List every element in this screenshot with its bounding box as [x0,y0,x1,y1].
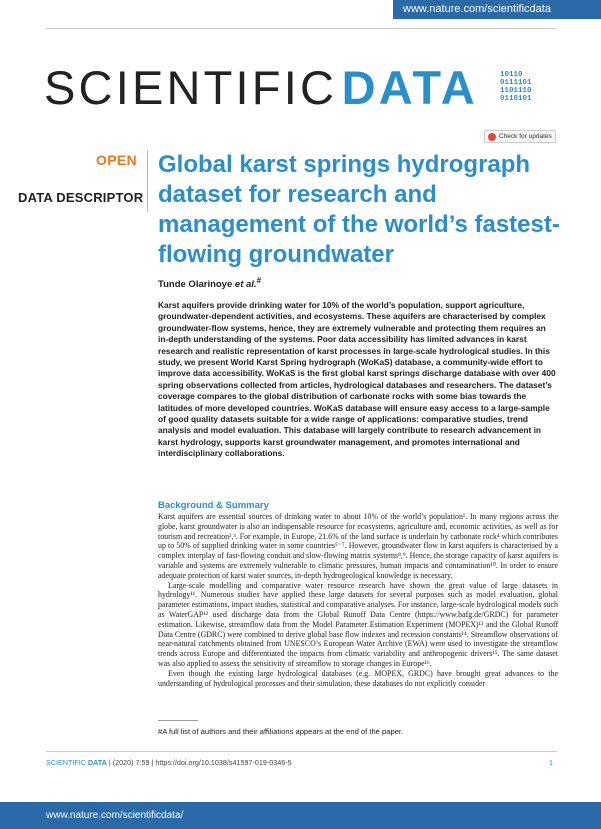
body-paragraph: Even though the existing large hydrological databases (e.g. MOPEX, GRDC) have brought great advances to the understanding of hydrological processes and their simulation, these databases do not explicitly consider [158,668,558,688]
footer-journal-data: DATA [87,758,107,767]
check-updates-label: Check for updates [499,133,552,140]
binary-line: 1101110 [500,87,532,95]
body-paragraph: Karst aquifers are essential sources of drinking water to about 10% of the world’s population¹. In many regions across the globe, karst groundwater is also an indispensable resource for ecosystems, agriculture and, economic activities, as well as for tourism and recreation²,³. For example, in Europe, 21.6% of the land surface is underlain by carbonate rock⁴ which contributes up to 50% of supplied drinking water in some countries⁵⁻⁷. However, groundwater flow in karst aquifers is characterised by a complex interplay of fast-flowing conduit and slow-flowing matrix systems⁸,⁹. Hence, the storage capacity of karst aquifers is variable and systems are extremely vulnerable to climatic pressures, human impacts and contamination¹⁰. In order to ensure adequate protection of karst water sources, in-depth hydrogeological knowledge is necessary. [158,512,558,580]
header-divider [46,28,557,29]
check-for-updates-button[interactable] [484,130,556,143]
author-line[interactable] [158,276,261,290]
author-etal: et al. [234,279,257,291]
page-number: 1 [549,758,553,767]
footer-citation[interactable]: | (2020) 7:59 | https://doi.org/10.1038/s41597-019-0346-5 [106,758,292,767]
open-access-label: OPEN [96,152,137,168]
binary-line: 0110101 [500,95,532,103]
author-name: Tunde Olarinoye [158,279,233,291]
footnote: #A full list of authors and their affiliations appears at the end of the paper. [158,727,404,736]
journal-masthead [44,60,478,120]
article-type-label: DATA DESCRIPTOR [18,190,144,205]
top-url-bar[interactable]: www.nature.com/scientificdata [393,0,601,19]
bottom-url-bar[interactable]: www.nature.com/scientificdata/ [0,802,601,829]
updates-badge-icon [488,133,496,141]
journal-citation [46,758,292,767]
section-heading: Background & Summary [158,500,269,511]
masthead-data: DATA [341,61,478,114]
body-text [158,512,558,688]
binary-line: 10110 [500,71,523,79]
abstract: Karst aquifers provide drinking water for 10% of the world’s population, support agriculture, groundwater-dependent activities, and ecosystems. These aquifers are characterised by complex groundwater-flow systems, hence, they are extremely vulnerable and protecting them requires an in-depth understanding of the systems. Poor data accessibility has limited advances in karst research and realistic representation of karst processes in large-scale hydrological studies. In this study, we present World Karst Spring hydrograph (WoKaS) database, a community-wide effort to improve data accessibility. WoKaS is the first global karst springs discharge database with over 400 spring observations collected from articles, hydrological databases and researchers. The dataset’s coverage compares to the global distribution of carbonate rocks with some bias towards the latitudes of more developed countries. WoKaS database will ensure easy access to a large-sample of good quality datasets suitable for a wide range of applications: comparative studies, trend analysis and model evaluation. This database will largely contribute to research advancement in karst hydrology, supports karst groundwater management, and promotes international and interdisciplinary collaborations. [158,300,556,459]
label-divider [147,150,148,212]
footer-journal-scientific: SCIENTIFIC [46,758,86,767]
footnote-rule [158,720,198,721]
footer-divider [46,751,557,752]
body-paragraph: Large-scale modelling and comparative water resource research have shown the great value of large datasets in hydrology¹¹. Numerous studies have applied these large datasets for several purposes such as model evaluation, global parameter estimations, impact studies, statistical and comparative analyses. For instance, large-scale hydrological models such as WaterGAP¹² used discharge data from the Global Runoff Data Centre (https://www.bafg.de/GRDC) for parameter estimation. Likewise, streamflow data from the Model Parameter Estimation Experiment (MOPEX)¹³ and the Global Runoff Data Centre (GDRC) were combined to derive global base flow indexes and recession constants¹⁴. Streamflow observations of near-natural catchments obtained from UNESCO’s European Water Archive (EWA) were used to investigate the streamflow trends across Europe and differentiated the impacts from climatic variability and anthropogenic drivers¹⁵. The same dataset was also applied to assess the sensitivity of streamflow to storage changes in Europe¹⁶. [158,580,558,668]
masthead-scientific: SCIENTIFIC [44,61,338,114]
binary-line: 0111101 [500,79,532,87]
binary-logo [500,71,560,103]
article-title: Global karst springs hydrograph dataset for research and management of the world’s fastest-flowing groundwater [158,151,560,268]
author-mark: # [256,276,261,285]
